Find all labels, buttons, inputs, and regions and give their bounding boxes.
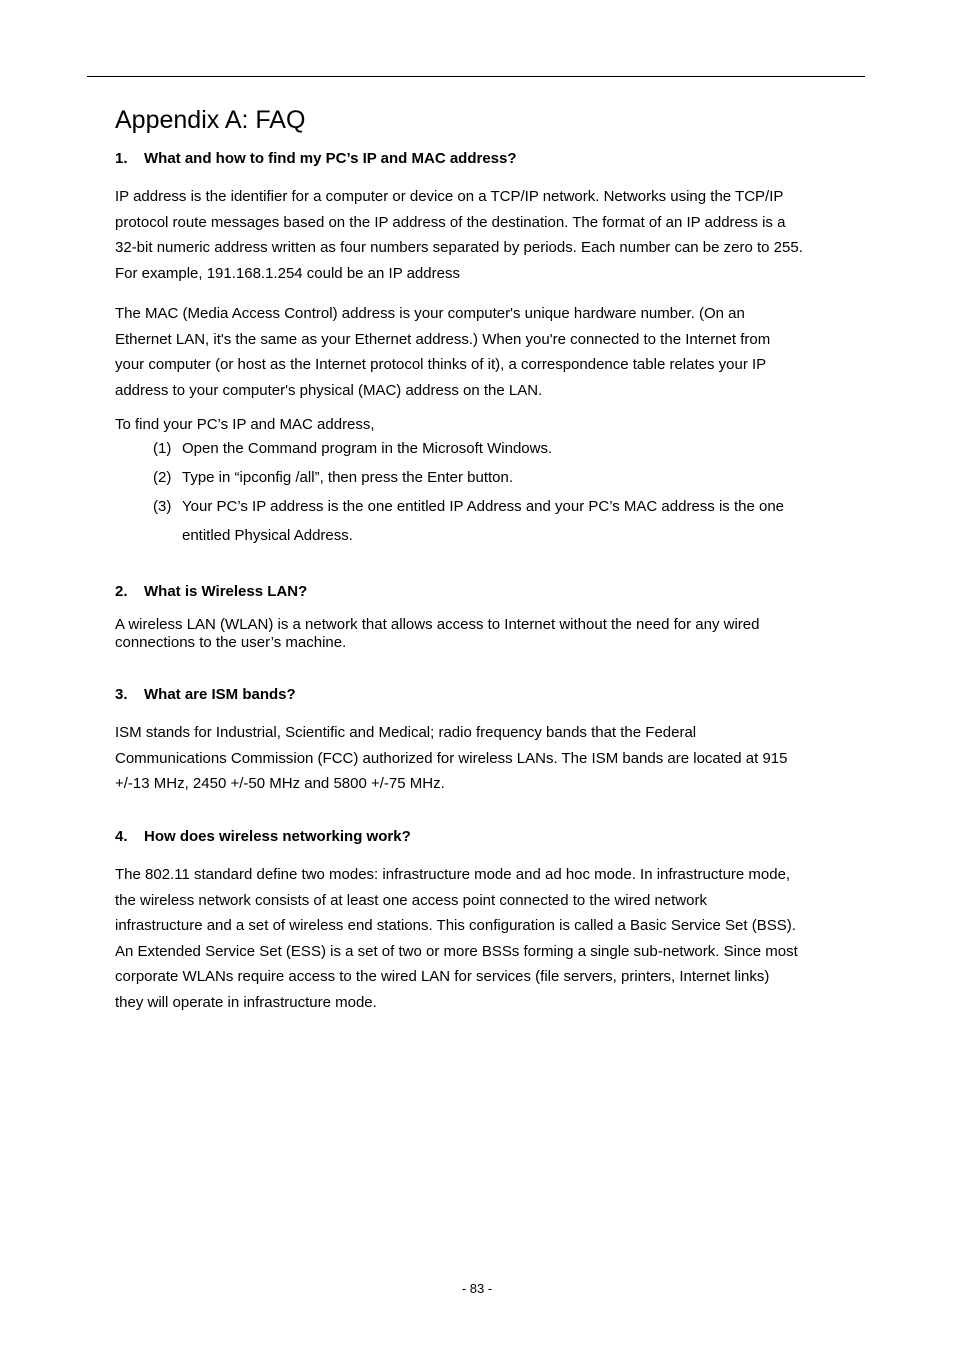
faq-question-1-heading [115, 150, 517, 168]
text-line: connections to the user’s machine. [115, 634, 347, 651]
text-line: the wireless network consists of at least one access point connected to the wired network [115, 891, 707, 909]
question-text: What are ISM bands? [144, 686, 296, 703]
page-number: - 83 - [461, 1281, 493, 1296]
text-line: Communications Commission (FCC) authorized for wireless LANs. The ISM bands are located at 915 [115, 749, 788, 767]
text-line: +/-13 MHz, 2450 +/-50 MHz and 5800 +/-75 MHz. [115, 775, 445, 793]
step-number: (1) [153, 440, 172, 457]
question-number: 1. [115, 150, 128, 167]
header-rule [87, 76, 865, 77]
faq-answer-1-intro [115, 416, 850, 434]
faq-answer-1-steps-list [153, 434, 853, 550]
question-text: What is Wireless LAN? [144, 583, 308, 600]
text-line: To find your PC’s IP and MAC address, [115, 416, 375, 433]
text-line: they will operate in infrastructure mode. [115, 993, 377, 1011]
step-text: Type in “ipconfig /all”, then press the Enter button. [182, 469, 514, 486]
text-line: your computer (or host as the Internet protocol thinks of it), a correspondence table relates your IP [115, 356, 767, 374]
step-number: (3) [153, 498, 172, 515]
faq-question-2-heading [115, 583, 307, 601]
faq-answer-3-paragraph [115, 720, 850, 797]
text-line: A wireless LAN (WLAN) is a network that allows access to Internet without the need for any wired [115, 616, 760, 633]
step-text: entitled Physical Address. [182, 527, 353, 544]
faq-answer-1-mac-paragraph [115, 301, 850, 403]
faq-question-4-heading [115, 828, 411, 846]
text-line: ISM stands for Industrial, Scientific and Medical; radio frequency bands that the Federal [115, 724, 697, 741]
faq-question-3-heading [115, 686, 296, 704]
question-text: How does wireless networking work? [144, 828, 411, 845]
text-line: The 802.11 standard define two modes: infrastructure mode and ad hoc mode. In infrastructure mode, [115, 866, 791, 883]
step-text: Open the Command program in the Microsoft Windows. [182, 440, 553, 457]
faq-answer-4-paragraph [115, 862, 850, 1016]
list-item [153, 434, 853, 463]
question-number: 3. [115, 686, 128, 703]
question-number: 2. [115, 583, 128, 600]
text-line: 32-bit numeric address written as four numbers separated by periods. Each number can be zero to 255. [115, 239, 803, 257]
faq-answer-2-paragraph [115, 616, 850, 652]
list-item [153, 492, 853, 550]
question-number: 4. [115, 828, 128, 845]
text-line: IP address is the identifier for a computer or device on a TCP/IP network. Networks using the TCP/IP [115, 188, 784, 205]
text-line: protocol route messages based on the IP address of the destination. The format of an IP address is a [115, 213, 786, 231]
question-text: What and how to find my PC’s IP and MAC address? [144, 150, 517, 167]
text-line: For example, 191.168.1.254 could be an IP address [115, 264, 460, 282]
text-line: address to your computer's physical (MAC) address on the LAN. [115, 381, 543, 399]
text-line: The MAC (Media Access Control) address is your computer's unique hardware number. (On an [115, 305, 745, 322]
text-line: An Extended Service Set (ESS) is a set of two or more BSSs forming a single sub-network. Since most [115, 942, 798, 960]
page-title: Appendix A: FAQ [115, 106, 306, 134]
text-line: corporate WLANs require access to the wired LAN for services (file servers, printers, Internet links) [115, 968, 770, 986]
text-line: infrastructure and a set of wireless end stations. This configuration is called a Basic Service Set (BSS). [115, 917, 796, 935]
text-line: Ethernet LAN, it's the same as your Ethernet address.) When you're connected to the Internet from [115, 330, 771, 348]
faq-answer-1-ip-paragraph [115, 184, 850, 286]
list-item [153, 463, 853, 492]
step-text: Your PC’s IP address is the one entitled IP Address and your PC’s MAC address is the one [182, 498, 785, 515]
step-number: (2) [153, 469, 172, 486]
